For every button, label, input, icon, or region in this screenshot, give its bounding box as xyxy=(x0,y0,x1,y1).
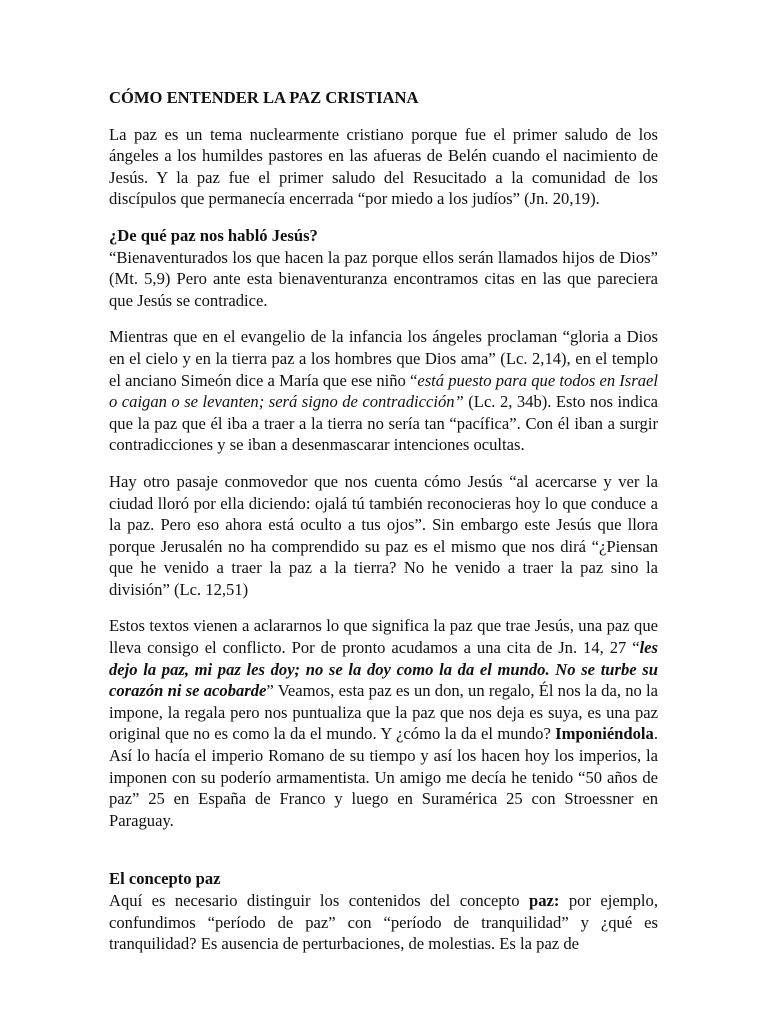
john-quote: les dejo la paz, mi paz les doy; no se la doy como la da el mundo. No se turbe su corazón ni se acobarde xyxy=(109,638,658,701)
document-title: CÓMO ENTENDER LA PAZ CRISTIANA xyxy=(109,88,419,107)
gift-text-start: Estos textos vienen a aclararnos lo que significa la paz que trae Jesús, una paz que lleva consigo el conflicto. Por de pronto acudamos a una cita de Jn. 14, 27 “ xyxy=(109,616,658,658)
paragraph-intro: La paz es un tema nuclearmente cristiano porque fue el primer saludo de los ángeles a los humildes pastores en las afueras de Belén cuando el nacimiento de Jesús. Y la paz fue el primer saludo del Resucitado a la comunidad de los discípulos que permanecía encerrada “por miedo a los judíos” (Jn. 20,19). xyxy=(109,124,658,209)
beatitude-text: “Bienaventurados los que hacen la paz porque ellos serán llamados hijos de Dios” (Mt. 5,9) Pero ante esta bienaventuranza encontramos citas en las que pareciera que Jesús se contradice. xyxy=(109,247,658,310)
paragraph-jerusalem: Hay otro pasaje conmovedor que nos cuenta cómo Jesús “al acercarse y ver la ciudad lloró por ella diciendo: ojalá tú también reconocieras hoy lo que conduce a la paz. Pero eso ahora está oculto a tus ojos”. Sin embargo este Jesús que llora porque Jerusalén no ha comprendido su paz es el mismo que nos dirá “¿Piensan que he venido a traer la paz a la tierra? No he venido a traer la paz sino la división” (Lc. 12,51) xyxy=(109,471,658,599)
paragraph-beatitude xyxy=(109,225,658,311)
concept-keyword: paz: xyxy=(529,891,560,910)
simeon-text-start: Mientras que en el evangelio de la infancia los ángeles proclaman “gloria a Dios en el cielo y en la tierra paz a los hombres que Dios ama” (Lc. 2,14), en el templo el anciano Simeón dice a María que ese niño “ xyxy=(109,327,658,390)
imposing-word: Imponiéndola xyxy=(555,724,654,744)
paragraph-simeon xyxy=(109,326,658,456)
simeon-text-end: (Lc. 2, 34b). Esto nos indica que la paz que él iba a traer a la tierra no sería tan “pacífica”. Con él iban a surgir contradicciones y se iban a desenmascarar intenciones ocultas. xyxy=(109,392,658,455)
paragraph-concept xyxy=(109,868,658,954)
simeon-quote: está puesto para que todos en Israel o caigan o se levanten; será signo de contradicción” xyxy=(109,370,658,412)
paragraph-gift-of-peace xyxy=(109,615,658,831)
section-heading-jesus-peace: ¿De qué paz nos habló Jesús? xyxy=(109,225,318,245)
section-heading-concept: El concepto paz xyxy=(109,869,221,889)
concept-text-end: por ejemplo, confundimos “período de paz” con “período de tranquilidad” y ¿qué es tranquilidad? Es ausencia de perturbaciones, de molestias. Es la paz de xyxy=(109,891,658,954)
gift-text-end: . Así lo hacía el imperio Romano de su tiempo y así los hacen hoy los imperios, la imponen con su poderío armamentista. Un amigo me decía he tenido “50 años de paz” 25 en España de Franco y luego en Suramérica 25 con Stroessner en Paraguay. xyxy=(109,724,658,830)
concept-text-start: Aquí es necesario distinguir los contenidos del concepto xyxy=(109,891,530,910)
gift-text-middle: ” Veamos, esta paz es un don, un regalo, Él nos la da, no la impone, la regala pero nos puntualiza que la paz que nos deja es suya, es una paz original que no es como la da el mundo. Y ¿cómo la da el mundo? xyxy=(109,681,658,744)
